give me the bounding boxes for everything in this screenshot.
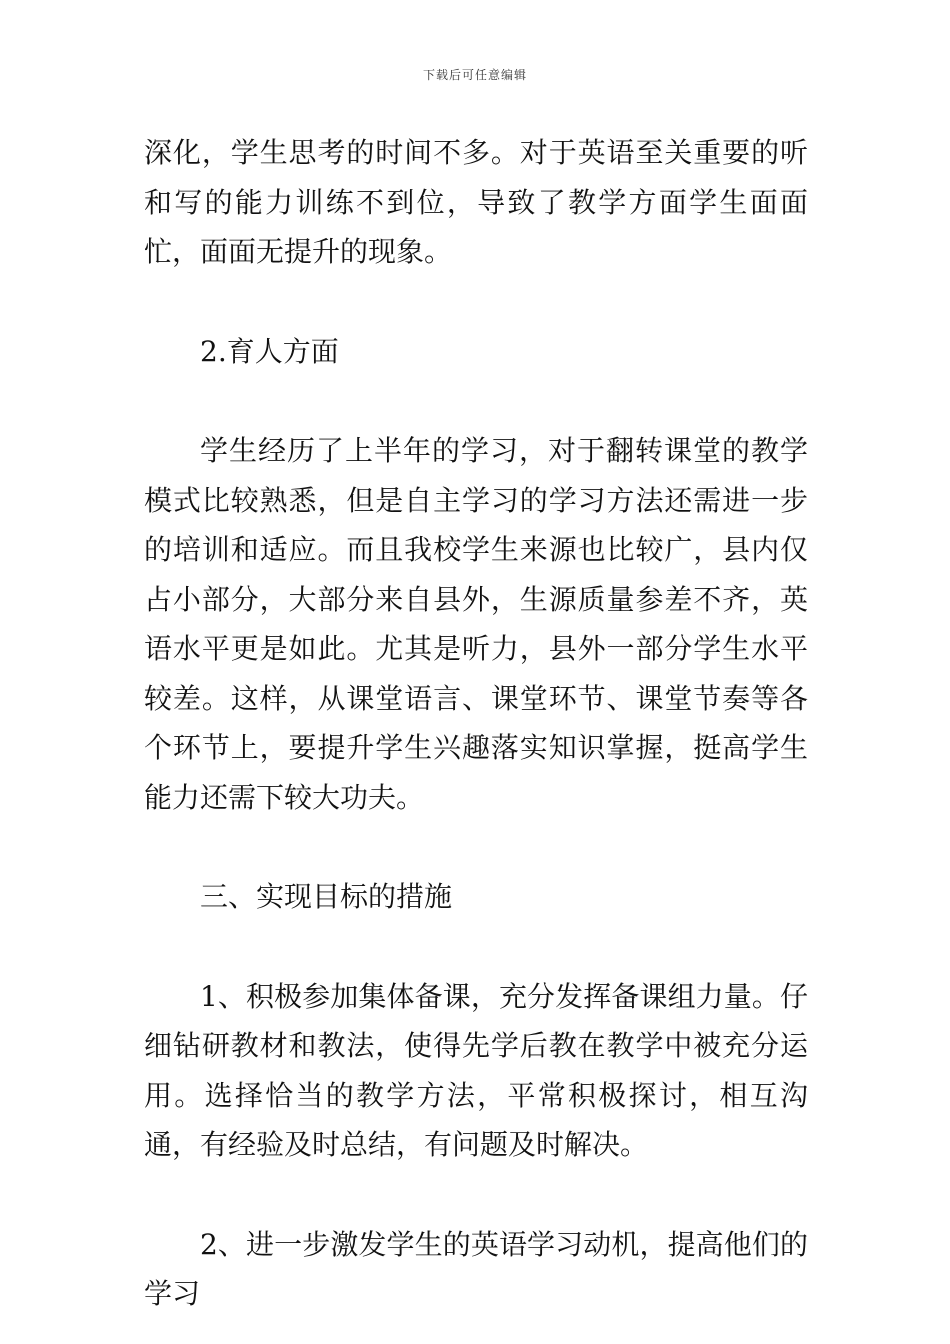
paragraph-student-background: 学生经历了上半年的学习，对于翻转课堂的教学模式比较熟悉，但是自主学习的学习方法还需进一步的培训和适应。而且我校学生来源也比较广，县内仅占小部分，大部分来自县外，生源质量参差不齐，英语水平更是如此。尤其是听力，县外一部分学生水平较差。这样，从课堂语言、课堂环节、课堂节奏等各个环节上，要提升学生兴趣落实知识掌握，挺高学生能力还需下较大功夫。 — [144, 434, 808, 814]
document-body — [144, 128, 808, 1319]
paragraph-gap — [144, 277, 808, 327]
paragraph-gap — [144, 1170, 808, 1220]
paragraph-gap — [144, 822, 808, 872]
paragraph-measure-1: 1、积极参加集体备课，充分发挥备课组力量。仔细钻研教材和教法，使得先学后教在教学中被充分运用。选择恰当的教学方法，平常积极探讨，相互沟通，有经验及时总结，有问题及时解决。 — [144, 979, 808, 1161]
section-heading-measures: 三、实现目标的措施 — [200, 880, 453, 913]
section-heading-education: 2.育人方面 — [200, 334, 339, 368]
paragraph-measure-2: 2、进一步激发学生的英语学习动机，提高他们的学习 — [144, 1227, 808, 1310]
paragraph-gap — [144, 922, 808, 972]
paragraph-gap — [144, 376, 808, 426]
header-note: 下载后可任意编辑 — [422, 68, 527, 82]
paragraph-continuation: 深化，学生思考的时间不多。对于英语至关重要的听和写的能力训练不到位，导致了教学方面学生面面忙，面面无提升的现象。 — [144, 136, 808, 268]
